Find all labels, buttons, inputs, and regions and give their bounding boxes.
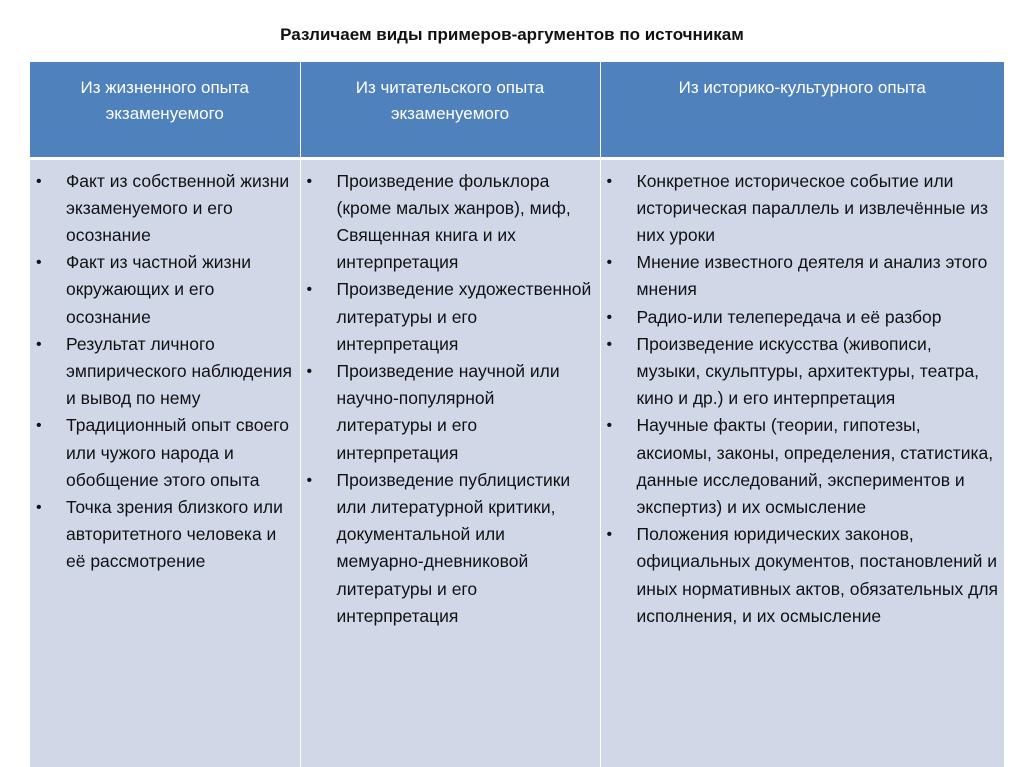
bullet-icon: • [36, 417, 42, 435]
list-item [607, 331, 999, 413]
bullet-list [36, 168, 294, 576]
page-title: Различаем виды примеров-аргументов по источникам [280, 25, 744, 44]
bullet-icon: • [36, 335, 42, 353]
list-item [36, 331, 294, 413]
bullet-list [307, 168, 594, 630]
column-header-reading-experience: Из читательского опыта экзаменуемого [300, 62, 600, 158]
list-item-text: Конкретное историческое событие или историческая параллель и извлечённые из них уроки [636, 170, 989, 245]
list-item [607, 168, 999, 250]
list-item [307, 467, 594, 630]
list-item [36, 494, 294, 576]
list-item-text: Положения юридических законов, официальных документов, постановлений и иных нормативных актов, обязательных для исполнения, и их осмысление [636, 524, 999, 626]
list-item [607, 304, 999, 331]
list-item [607, 249, 999, 303]
list-item [607, 521, 999, 630]
bullet-icon: • [306, 362, 313, 380]
table-header-row [30, 62, 1004, 158]
list-item-text: Факт из собственной жизни экзаменуемого и его осознание [66, 170, 290, 245]
table-body-row [30, 158, 1004, 767]
bullet-icon: • [606, 308, 613, 326]
list-item-text: Произведение научной или научно-популярной литературы и его интерпретация [336, 360, 560, 463]
list-item [307, 358, 594, 467]
argument-sources-table [30, 62, 1004, 767]
bullet-list [607, 168, 999, 630]
list-item [307, 168, 594, 277]
list-item [36, 168, 294, 250]
list-item-text: Произведение фольклора (кроме малых жанров), миф, Священная книга и их интерпретация [336, 170, 571, 273]
list-item [36, 249, 294, 331]
list-item-text: Традиционный опыт своего или чужого народа и обобщение этого опыта [66, 415, 289, 490]
column-header-life-experience: Из жизненного опыта экзаменуемого [30, 62, 300, 158]
bullet-icon: • [36, 498, 42, 516]
column-cell-historical-cultural [600, 158, 1004, 767]
list-item [36, 412, 294, 494]
list-item-text: Точка зрения близкого или авторитетного человека и её рассмотрение [66, 496, 283, 572]
bullet-icon: • [606, 417, 613, 435]
list-item-text: Произведение публицистики или литературной критики, документальной или мемуарно-дневниковой литературы и его интерпретация [336, 469, 571, 626]
bullet-icon: • [306, 172, 313, 190]
list-item [307, 276, 594, 358]
bullet-icon: • [606, 172, 613, 190]
list-item-text: Произведение искусства (живописи, музыки, скульптуры, архитектуры, театра, кино и др.) и его интерпретация [636, 333, 980, 409]
bullet-icon: • [306, 281, 313, 299]
bullet-icon: • [606, 335, 613, 353]
bullet-icon: • [36, 254, 42, 272]
bullet-icon: • [306, 471, 313, 489]
column-cell-reading-experience [300, 158, 600, 767]
list-item-text: Произведение художественной литературы и его интерпретация [336, 279, 592, 354]
bullet-icon: • [36, 172, 42, 190]
list-item [607, 412, 999, 521]
bullet-icon: • [606, 526, 613, 544]
list-item-text: Результат личного эмпирического наблюдения и вывод по нему [66, 333, 292, 409]
column-cell-life-experience [30, 158, 300, 767]
list-item-text: Радио-или телепередача и её разбор [636, 306, 942, 327]
list-item-text: Факт из частной жизни окружающих и его осознание [66, 252, 252, 327]
column-header-historical-cultural: Из историко-культурного опыта [600, 62, 1004, 158]
list-item-text: Научные факты (теории, гипотезы, аксиомы, законы, определения, статистика, данные исследований, экспериментов и экспертиз) и их осмысление [636, 415, 994, 517]
list-item-text: Мнение известного деятеля и анализ этого мнения [636, 252, 988, 300]
bullet-icon: • [606, 254, 613, 272]
